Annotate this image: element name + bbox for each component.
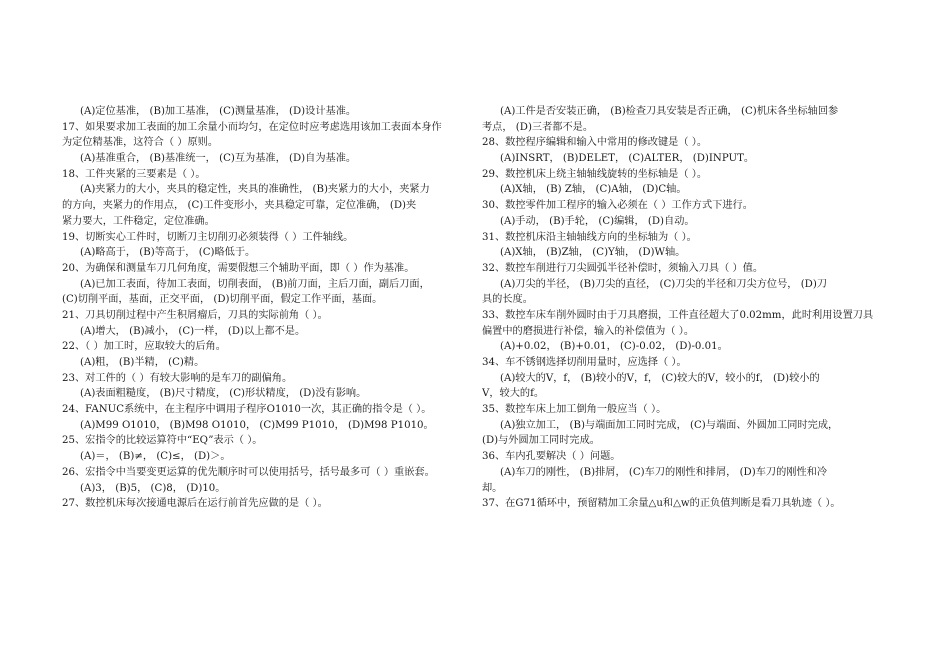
- text-line: 考点， (D)三者都不是。: [482, 121, 594, 133]
- text-line: 19、切断实心工件时，切断刀主切削刃必须装得（ ）工件轴线。: [62, 231, 354, 243]
- text-line: (A)独立加工， (B)与端面加工同时完成， (C)与端面、外圆加工同时完成，: [500, 419, 839, 431]
- text-line: (A)手动， (B)手轮， (C)编辑， (D)自动。: [500, 215, 695, 227]
- text-line: (A)刀尖的半径， (B)刀尖的直径， (C)刀尖的半径和刀尖方位号， (D)刀: [500, 278, 828, 290]
- text-line: 22、（ ）加工时，应取较大的后角。: [62, 341, 226, 353]
- left-column: [62, 104, 447, 512]
- text-line: (C)切削平面，基面，正交平面， (D)切削平面，假定工作平面，基面。: [62, 294, 383, 306]
- text-line: 29、数控机床上绕主轴轴线旋转的坐标轴是（ ）。: [482, 168, 708, 180]
- text-line: (A)3， (B)5， (C)8， (D)10。: [80, 482, 226, 494]
- text-line: 23、对工件的（ ）有较大影响的是车刀的副偏角。: [62, 372, 293, 384]
- text-line: 18、工件夹紧的三要素是（ ）。: [62, 168, 206, 180]
- text-line: 28、数控程序编辑和输入中常用的修改键是（ ）。: [482, 137, 708, 149]
- text-line: (A)粗， (B)半精， (C)精。: [80, 357, 205, 368]
- text-line: (A)定位基准， (B)加工基准， (C)测量基准， (D)设计基准。: [80, 106, 357, 117]
- text-line: 17、如果要求加工表面的加工余量小而均匀，在定位时应考虑选用该加工表面本身作: [62, 121, 442, 133]
- text-line: (A)基准重合， (B)基准统一， (C)互为基准， (D)自为基准。: [80, 153, 357, 165]
- text-line: 33、数控车床车削外圆时由于刀具磨损，工件直径超大了0.02mm，此时利用设置刀具: [482, 309, 874, 321]
- text-line: 紧力要大，工件稳定，定位准确。: [62, 215, 215, 227]
- text-line: 为定位精基准，这符合（ ）原则。: [62, 137, 219, 149]
- text-line: (D)与外圆加工同时完成。: [482, 435, 600, 447]
- text-line: (A)M99 O1010， (B)M98 O1010， (C)M99 P1010， (D)M98 P1010。: [80, 419, 434, 431]
- text-line: 35、数控车床上加工倒角一般应当（ ）。: [482, 404, 667, 416]
- text-line: 30、数控零件加工程序的输入必须在（ ）工作方式下进行。: [482, 200, 753, 212]
- text-line: 却。: [482, 482, 503, 494]
- text-line: 偏置中的磨损进行补偿，输入的补偿值为（ ）。: [482, 325, 695, 337]
- text-line: (A)增大， (B)减小， (C)一样， (D)以上都不是。: [80, 325, 306, 337]
- text-line: 24、FANUC系统中，在主程序中调用子程序O1010一次，其正确的指令是（ ）。: [62, 404, 432, 416]
- text-line: 37、在G71循环中，预留精加工余量△u和△w的正负值判断是看刀具轨迹（ ）。: [482, 498, 841, 510]
- text-line: 具的长度。: [482, 294, 533, 306]
- text-line: 27、数控机床每次接通电源后在运行前首先应做的是（ ）。: [62, 498, 328, 510]
- text-line: 32、数控车削进行刀尖圆弧半径补偿时，须输入刀具（ ）值。: [482, 262, 764, 274]
- text-line: (A)工件是否安装正确， (B)检查刀具安装是否正确， (C)机床各坐标轴回参: [500, 106, 839, 117]
- text-line: 的方向，夹紧力的作用点， (C)工件变形小，夹具稳定可靠，定位准确， (D)夹: [62, 200, 417, 212]
- text-line: (A)X轴， (B)Z轴， (C)Y轴， (D)W轴。: [500, 247, 686, 259]
- text-line: (A)表面粗糙度， (B)尺寸精度， (C)形状精度， (D)没有影响。: [80, 388, 367, 400]
- text-line: 26、宏指令中当要变更运算的优先顺序时可以使用括号，括号最多可（ ）重嵌套。: [62, 466, 435, 478]
- text-line: (A)夹紧力的大小，夹具的稳定性，夹具的准确性， (B)夹紧力的大小，夹紧力: [80, 184, 430, 196]
- right-column: [482, 104, 882, 512]
- text-line: 34、车不锈钢选择切削用量时，应选择（ ）。: [482, 357, 687, 368]
- text-line: 20、为确保和测量车刀几何角度，需要假想三个辅助平面，即（ ）作为基准。: [62, 262, 415, 274]
- text-line: V，较大的f。: [482, 388, 545, 400]
- text-line: (A)+0.02， (B)+0.01， (C)-0.02， (D)-0.01。: [500, 341, 728, 353]
- text-line: (A)X轴， (B) Z轴， (C)A轴， (D)C轴。: [500, 184, 687, 196]
- text-line: 31、数控机床沿主轴轴线方向的坐标轴为（ ）。: [482, 231, 697, 243]
- text-line: (A)车刀的刚性， (B)排屑， (C)车刀的刚性和排屑， (D)车刀的刚性和冷: [500, 466, 828, 478]
- text-line: 21、刀具切削过程中产生积屑瘤后，刀具的实际前角（ ）。: [62, 309, 328, 321]
- text-line: (A)已加工表面，待加工表面，切削表面， (B)前刀面，主后刀面，副后刀面，: [80, 278, 430, 290]
- text-line: 36、车内孔要解决（ ）问题。: [482, 451, 621, 463]
- text-line: (A)＝， (B)≠， (C)≤， (D)＞。: [80, 451, 231, 463]
- text-line: (A)INSRT， (B)DELET， (C)ALTER， (D)INPUT。: [500, 153, 755, 165]
- text-line: 25、宏指令的比较运算符中“EQ”表示（ ）。: [62, 435, 263, 447]
- text-line: (A)较大的V，f， (B)较小的V，f， (C)较大的V，较小的f， (D)较小的: [500, 372, 820, 384]
- text-line: (A)略高于， (B)等高于， (C)略低于。: [80, 247, 256, 259]
